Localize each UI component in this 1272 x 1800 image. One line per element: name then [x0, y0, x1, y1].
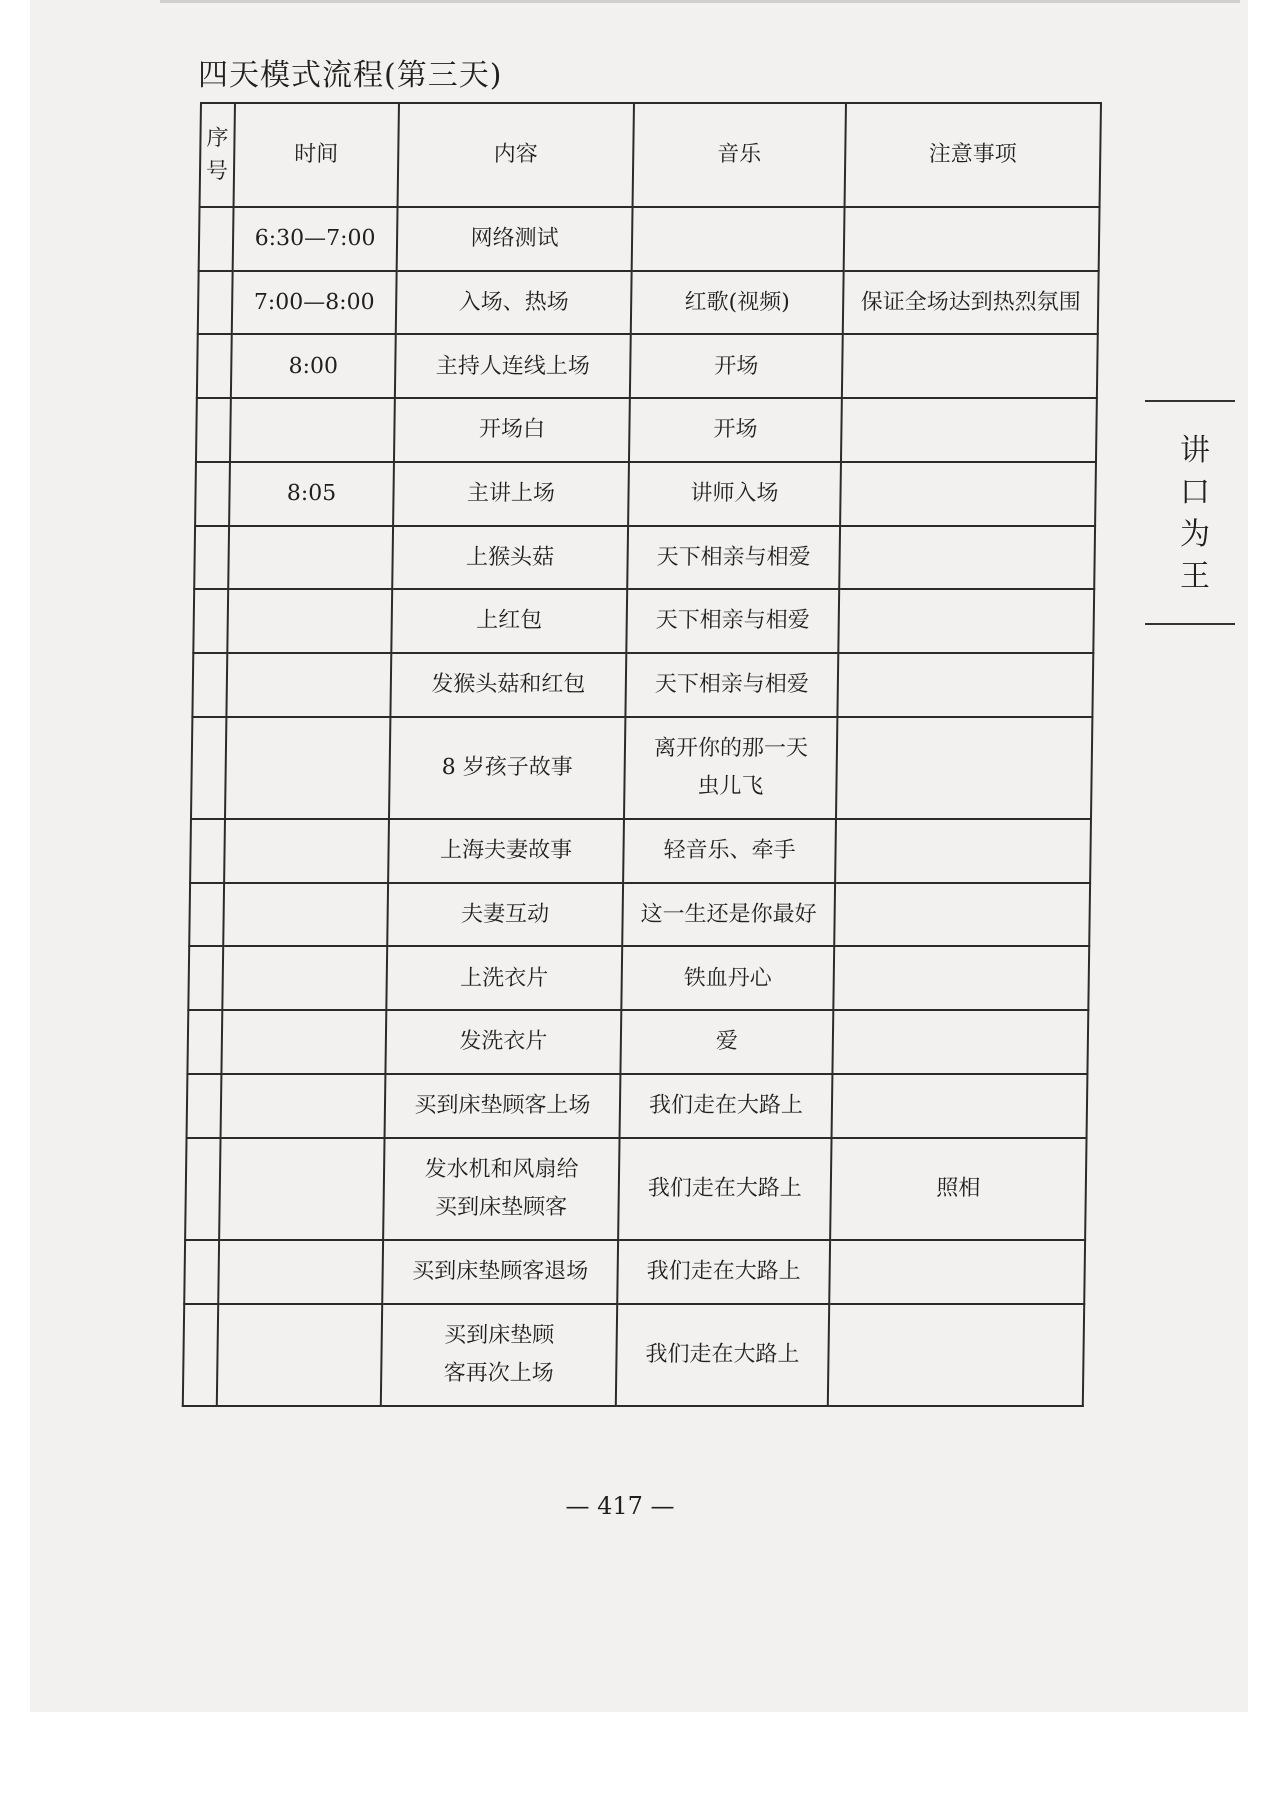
table-row: [188, 946, 1089, 1010]
cell-content: 主持人连线上场: [395, 334, 631, 398]
cell-time: [218, 1240, 383, 1304]
cell-notes: [829, 1240, 1085, 1304]
cell-content: 开场白: [394, 398, 630, 462]
cell-music: 我们走在大路上: [616, 1304, 829, 1406]
page-title: 四天模式流程(第三天): [198, 58, 503, 93]
page-number: — 417 —: [565, 1492, 675, 1520]
cell-notes: [833, 946, 1089, 1010]
cell-notes: [838, 589, 1094, 653]
cell-seq: [187, 1010, 222, 1074]
header-content: 内容: [398, 103, 634, 207]
cell-notes: [828, 1304, 1084, 1406]
cell-seq: [188, 946, 223, 1010]
page-top-edge: [160, 0, 1240, 3]
table-row: [184, 1240, 1085, 1304]
table-row: [189, 883, 1090, 947]
cell-time: [228, 526, 393, 590]
cell-seq: [187, 1074, 222, 1138]
cell-time: [221, 1010, 386, 1074]
side-label-block: [1145, 400, 1235, 625]
cell-notes: [842, 334, 1098, 398]
table-row: [187, 1010, 1088, 1074]
cell-notes: 保证全场达到热烈氛围: [843, 271, 1099, 335]
table-row: [183, 1304, 1084, 1406]
cell-notes: [832, 1010, 1088, 1074]
cell-notes: [841, 398, 1097, 462]
cell-time: [227, 589, 392, 653]
cell-seq: [194, 526, 229, 590]
cell-time: [224, 819, 389, 883]
cell-time: [225, 717, 390, 819]
table-row: [185, 1138, 1086, 1240]
table-row: [195, 462, 1096, 526]
cell-time: [223, 883, 388, 947]
cell-music: 我们走在大路上: [617, 1240, 830, 1304]
cell-content: 上洗衣片: [386, 946, 622, 1010]
cell-time: [230, 398, 395, 462]
side-label-top-rule: [1145, 400, 1235, 402]
cell-content: 8 岁孩子故事: [389, 717, 625, 819]
cell-seq: [198, 271, 233, 335]
cell-content: 发水机和风扇给 买到床垫顾客: [383, 1138, 619, 1240]
table-row: [194, 526, 1095, 590]
cell-content: 夫妻互动: [387, 883, 623, 947]
cell-time: [222, 946, 387, 1010]
cell-time: [219, 1138, 384, 1240]
cell-seq: [190, 819, 225, 883]
cell-time: [226, 653, 391, 717]
cell-music: 我们走在大路上: [620, 1074, 833, 1138]
cell-seq: [193, 589, 228, 653]
cell-content: 买到床垫顾客退场: [382, 1240, 618, 1304]
cell-seq: [183, 1304, 218, 1406]
cell-music: 这一生还是你最好: [622, 883, 835, 947]
table-row: [192, 653, 1093, 717]
cell-time: [221, 1074, 386, 1138]
cell-content: 入场、热场: [396, 271, 632, 335]
cell-content: 网络测试: [397, 207, 633, 271]
header-notes: 注意事项: [845, 103, 1101, 207]
table-row: [193, 589, 1094, 653]
cell-time: 8:00: [231, 334, 396, 398]
cell-content: 上红包: [391, 589, 627, 653]
table-row: [199, 207, 1100, 271]
cell-seq: [196, 398, 231, 462]
cell-music: [632, 207, 845, 271]
cell-content: 发猴头菇和红包: [390, 653, 626, 717]
table-body: [183, 207, 1100, 1406]
cell-seq: [191, 717, 226, 819]
cell-music: 轻音乐、牵手: [623, 819, 836, 883]
cell-content: 上海夫妻故事: [388, 819, 624, 883]
cell-notes: [834, 883, 1090, 947]
schedule-table: [182, 102, 1102, 1407]
cell-time: 7:00—8:00: [232, 271, 397, 335]
table-row: [198, 271, 1099, 335]
cell-notes: [840, 462, 1096, 526]
cell-music: 天下相亲与相爱: [626, 589, 839, 653]
cell-music: 天下相亲与相爱: [625, 653, 838, 717]
table-row: [196, 398, 1097, 462]
header-music: 音乐: [633, 103, 846, 207]
cell-notes: 照相: [830, 1138, 1086, 1240]
cell-music: 爱: [620, 1010, 833, 1074]
cell-music: 开场: [629, 398, 842, 462]
cell-notes: [836, 717, 1092, 819]
cell-music: 离开你的那一天 虫儿飞: [624, 717, 837, 819]
cell-seq: [184, 1240, 219, 1304]
cell-seq: [192, 653, 227, 717]
cell-content: 发洗衣片: [385, 1010, 621, 1074]
cell-notes: [837, 653, 1093, 717]
schedule-table-wrapper: [182, 102, 1100, 1407]
cell-time: [217, 1304, 382, 1406]
table-row: [197, 334, 1098, 398]
cell-music: 铁血丹心: [621, 946, 834, 1010]
cell-time: 6:30—7:00: [233, 207, 398, 271]
cell-seq: [195, 462, 230, 526]
cell-music: 讲师入场: [628, 462, 841, 526]
table-row: [187, 1074, 1088, 1138]
cell-music: 开场: [630, 334, 843, 398]
cell-content: 主讲上场: [393, 462, 629, 526]
cell-seq: [197, 334, 232, 398]
cell-content: 上猴头菇: [392, 526, 628, 590]
cell-seq: [199, 207, 234, 271]
cell-seq: [189, 883, 224, 947]
table-row: [190, 819, 1091, 883]
cell-content: 买到床垫顾 客再次上场: [381, 1304, 617, 1406]
cell-notes: [832, 1074, 1088, 1138]
table-header-row: [200, 103, 1101, 207]
cell-notes: [835, 819, 1091, 883]
cell-notes: [844, 207, 1100, 271]
cell-seq: [185, 1138, 220, 1240]
table-row: [191, 717, 1092, 819]
cell-music: 我们走在大路上: [618, 1138, 831, 1240]
cell-music: 天下相亲与相爱: [627, 526, 840, 590]
side-label: 讲 口 为 王: [1180, 433, 1210, 594]
header-seq: 序 号: [200, 103, 235, 207]
side-label-bottom-rule: [1145, 623, 1235, 625]
header-time: 时间: [234, 103, 399, 207]
cell-time: 8:05: [229, 462, 394, 526]
cell-content: 买到床垫顾客上场: [385, 1074, 621, 1138]
cell-notes: [839, 526, 1095, 590]
cell-music: 红歌(视频): [631, 271, 844, 335]
